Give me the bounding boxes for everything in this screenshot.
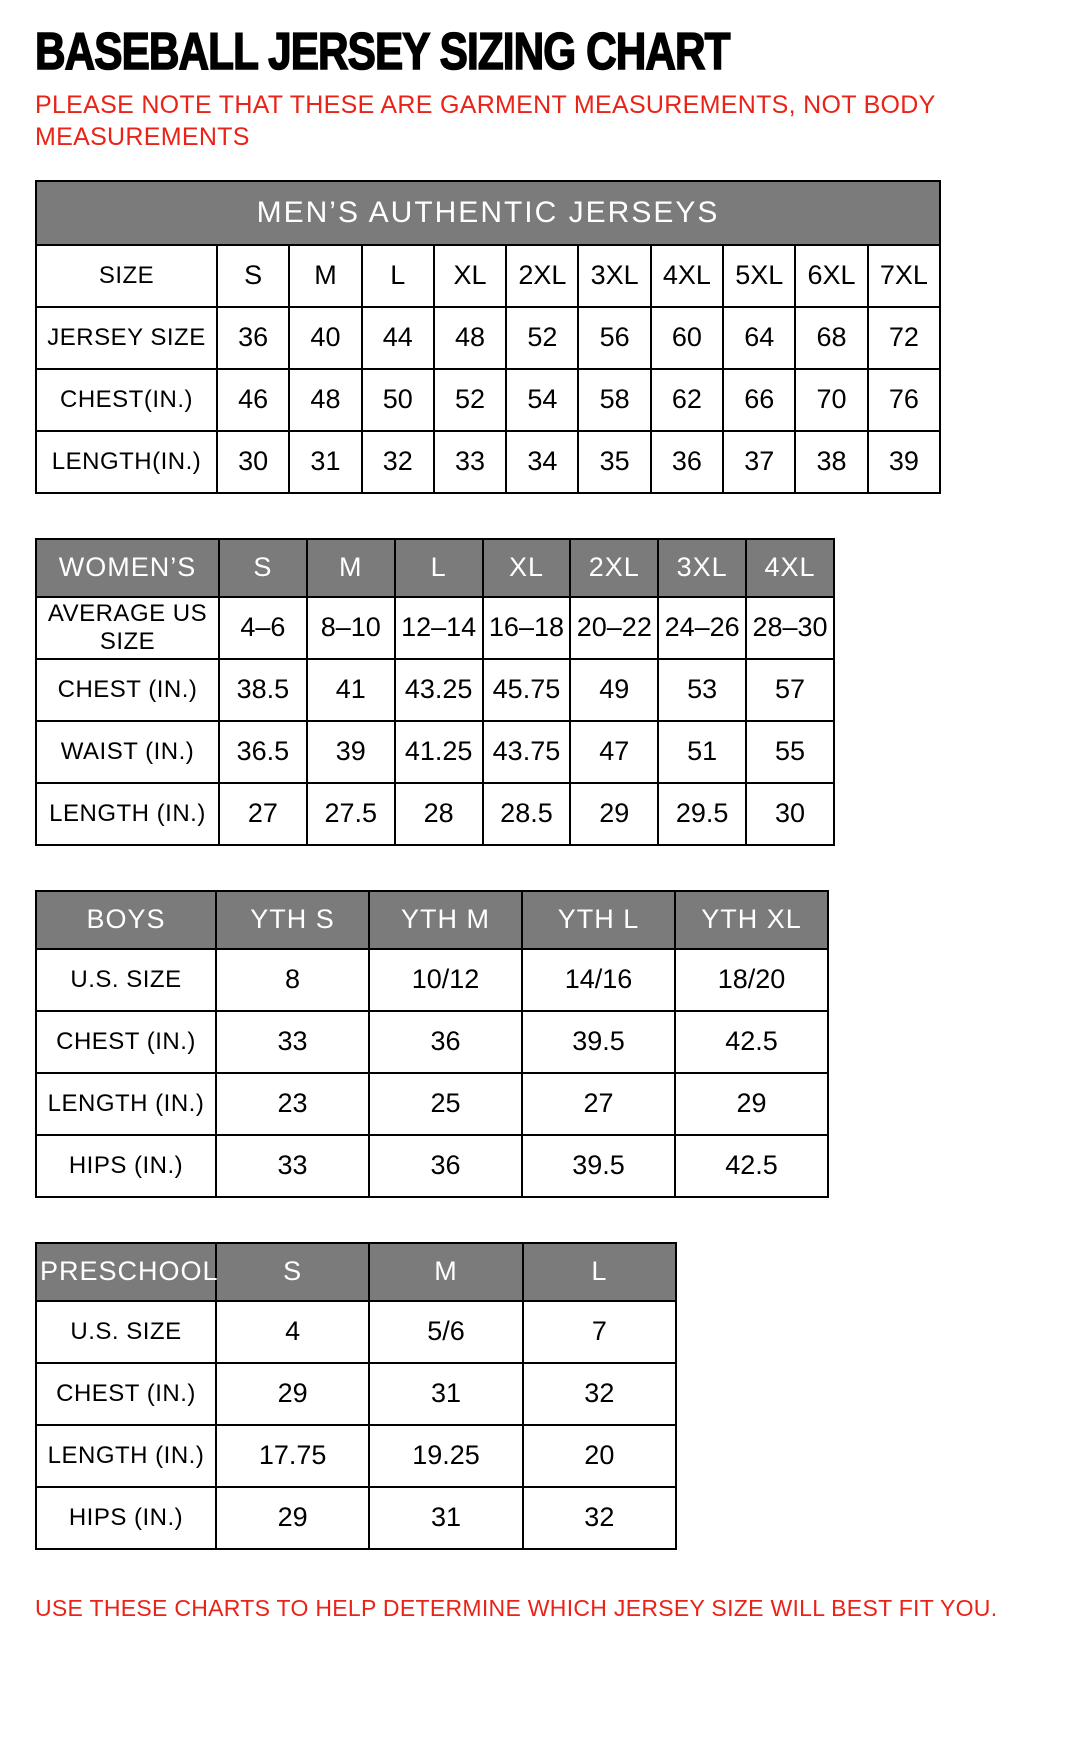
value-cell: 66 [723,369,795,431]
value-cell: 5XL [723,245,795,307]
value-cell: 60 [651,307,723,369]
row-label-cell: CHEST (IN.) [36,1011,216,1073]
page-title: BASEBALL JERSEY SIZING CHART [35,22,730,81]
column-header-cell: S [216,1243,369,1301]
row-label-cell: LENGTH (IN.) [36,1425,216,1487]
value-cell: 30 [746,783,834,845]
value-cell: 4 [216,1301,369,1363]
value-cell: 42.5 [675,1135,828,1197]
table-row [36,1301,676,1363]
value-cell: 14/16 [522,949,675,1011]
value-cell: 36 [217,307,289,369]
column-header-cell: 2XL [570,539,658,597]
value-cell: 32 [523,1363,676,1425]
value-cell: 5/6 [369,1301,522,1363]
value-cell: 8 [216,949,369,1011]
value-cell: 53 [658,659,746,721]
table-row [36,245,940,307]
value-cell: 8–10 [307,597,395,659]
value-cell: 4–6 [219,597,307,659]
value-cell: 33 [216,1135,369,1197]
table-banner: MEN’S AUTHENTIC JERSEYS [36,181,940,245]
value-cell: 46 [217,369,289,431]
value-cell: 43.75 [483,721,571,783]
value-cell: 56 [578,307,650,369]
value-cell: 17.75 [216,1425,369,1487]
boys-sizing-table [35,890,829,1198]
value-cell: 68 [795,307,867,369]
value-cell: 28.5 [483,783,571,845]
row-label-cell: U.S. SIZE [36,1301,216,1363]
value-cell: 19.25 [369,1425,522,1487]
row-label-cell: CHEST (IN.) [36,659,219,721]
row-label-cell: CHEST(IN.) [36,369,217,431]
value-cell: 25 [369,1073,522,1135]
value-cell: 38.5 [219,659,307,721]
value-cell: 52 [434,369,506,431]
row-label-cell: CHEST (IN.) [36,1363,216,1425]
value-cell: 20–22 [570,597,658,659]
value-cell: 28 [395,783,483,845]
value-cell: 20 [523,1425,676,1487]
value-cell: 4XL [651,245,723,307]
value-cell: 33 [216,1011,369,1073]
value-cell: 7XL [868,245,940,307]
value-cell: 54 [506,369,578,431]
value-cell: 12–14 [395,597,483,659]
row-label-cell: LENGTH (IN.) [36,783,219,845]
value-cell: 10/12 [369,949,522,1011]
column-header-cell: 4XL [746,539,834,597]
row-label-cell: HIPS (IN.) [36,1135,216,1197]
value-cell: 36 [369,1011,522,1073]
value-cell: 27.5 [307,783,395,845]
column-header-cell: 3XL [658,539,746,597]
table-row [36,1425,676,1487]
value-cell: 41.25 [395,721,483,783]
value-cell: 39 [868,431,940,493]
value-cell: 36 [651,431,723,493]
header-row [36,539,834,597]
value-cell: 51 [658,721,746,783]
value-cell: 31 [289,431,361,493]
value-cell: 36.5 [219,721,307,783]
column-header-cell: M [307,539,395,597]
table-row [36,949,828,1011]
value-cell: 31 [369,1487,522,1549]
column-header-cell: YTH XL [675,891,828,949]
row-label-cell: WAIST (IN.) [36,721,219,783]
value-cell: XL [434,245,506,307]
value-cell: 29 [675,1073,828,1135]
column-header-cell: XL [483,539,571,597]
value-cell: 76 [868,369,940,431]
value-cell: 27 [219,783,307,845]
header-row [36,891,828,949]
value-cell: 29 [216,1363,369,1425]
value-cell: 29 [570,783,658,845]
column-header-cell: M [369,1243,522,1301]
value-cell: 41 [307,659,395,721]
banner-row [36,181,940,245]
value-cell: 23 [216,1073,369,1135]
value-cell: 18/20 [675,949,828,1011]
row-label-cell: HIPS (IN.) [36,1487,216,1549]
value-cell: 58 [578,369,650,431]
table-row [36,1011,828,1073]
row-label-cell: AVERAGE US SIZE [36,597,219,659]
value-cell: 27 [522,1073,675,1135]
table-row [36,1363,676,1425]
header-row [36,1243,676,1301]
table-row [36,597,834,659]
column-header-cell: YTH S [216,891,369,949]
value-cell: M [289,245,361,307]
value-cell: 38 [795,431,867,493]
value-cell: 72 [868,307,940,369]
value-cell: 39.5 [522,1011,675,1073]
value-cell: 55 [746,721,834,783]
value-cell: 44 [362,307,434,369]
table-row [36,783,834,845]
value-cell: 2XL [506,245,578,307]
value-cell: 24–26 [658,597,746,659]
value-cell: 16–18 [483,597,571,659]
section-title-cell: BOYS [36,891,216,949]
table-row [36,1135,828,1197]
section-title-cell: WOMEN’S [36,539,219,597]
value-cell: 30 [217,431,289,493]
value-cell: 50 [362,369,434,431]
row-label-cell: LENGTH (IN.) [36,1073,216,1135]
value-cell: 47 [570,721,658,783]
value-cell: 35 [578,431,650,493]
value-cell: 7 [523,1301,676,1363]
value-cell: 31 [369,1363,522,1425]
value-cell: 48 [434,307,506,369]
column-header-cell: L [395,539,483,597]
value-cell: 43.25 [395,659,483,721]
mens-authentic-jerseys-table [35,180,941,494]
table-row [36,721,834,783]
value-cell: 37 [723,431,795,493]
value-cell: 70 [795,369,867,431]
footer-note: USE THESE CHARTS TO HELP DETERMINE WHICH JERSEY SIZE WILL BEST FIT YOU. [35,1594,998,1621]
value-cell: 40 [289,307,361,369]
value-cell: 64 [723,307,795,369]
table-row [36,1073,828,1135]
value-cell: 52 [506,307,578,369]
value-cell: 34 [506,431,578,493]
value-cell: 42.5 [675,1011,828,1073]
value-cell: 57 [746,659,834,721]
table-row [36,307,940,369]
value-cell: 39 [307,721,395,783]
value-cell: 32 [523,1487,676,1549]
column-header-cell: S [219,539,307,597]
womens-sizing-table [35,538,835,846]
row-label-cell: JERSEY SIZE [36,307,217,369]
preschool-sizing-table [35,1242,677,1550]
value-cell: 3XL [578,245,650,307]
column-header-cell: L [523,1243,676,1301]
table-row [36,431,940,493]
row-label-cell: SIZE [36,245,217,307]
table-row [36,1487,676,1549]
value-cell: S [217,245,289,307]
row-label-cell: U.S. SIZE [36,949,216,1011]
garment-measurements-note: PLEASE NOTE THAT THESE ARE GARMENT MEASUREMENTS, NOT BODY MEASUREMENTS [35,90,936,152]
section-title-cell: PRESCHOOL [36,1243,216,1301]
value-cell: 32 [362,431,434,493]
value-cell: 33 [434,431,506,493]
value-cell: 49 [570,659,658,721]
value-cell: 29.5 [658,783,746,845]
value-cell: 39.5 [522,1135,675,1197]
column-header-cell: YTH M [369,891,522,949]
value-cell: 45.75 [483,659,571,721]
value-cell: 36 [369,1135,522,1197]
value-cell: 29 [216,1487,369,1549]
value-cell: L [362,245,434,307]
value-cell: 28–30 [746,597,834,659]
value-cell: 62 [651,369,723,431]
table-row [36,659,834,721]
column-header-cell: YTH L [522,891,675,949]
table-row [36,369,940,431]
value-cell: 48 [289,369,361,431]
row-label-cell: LENGTH(IN.) [36,431,217,493]
value-cell: 6XL [795,245,867,307]
